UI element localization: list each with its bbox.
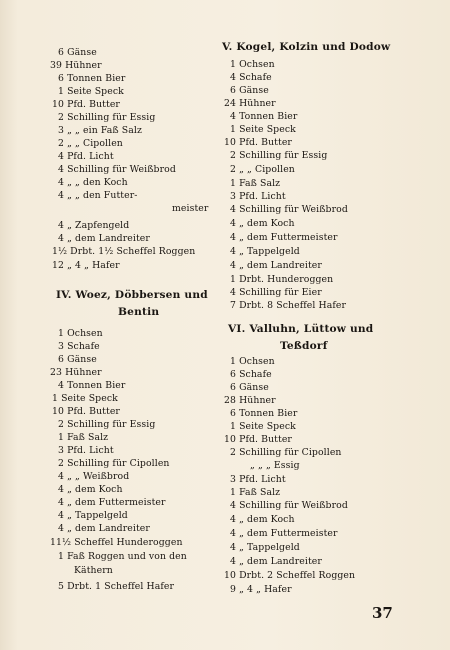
section-heading: Bentin	[118, 306, 160, 318]
list-item: 2 Schilling für Essig	[58, 112, 156, 123]
list-item: 4 „ dem Koch	[230, 218, 295, 229]
list-item: 6 Gänse	[230, 85, 269, 96]
section-heading: V. Kogel, Kolzin und Dodow	[222, 41, 391, 53]
list-item: 1 Drbt. Hunderoggen	[230, 274, 334, 285]
list-item: 2 Schilling für Essig	[58, 419, 156, 430]
list-item: 4 Schafe	[230, 72, 272, 83]
list-item: 4 „ dem Landreiter	[58, 523, 150, 534]
list-item: 4 „ dem Landreiter	[230, 260, 322, 271]
list-item: 1 Faß Salz	[230, 178, 281, 189]
list-item: 6 Tonnen Bier	[58, 73, 126, 84]
list-item: 6 Gänse	[230, 382, 269, 393]
list-item: 24 Hühner	[224, 98, 276, 109]
list-item: 6 Gänse	[58, 354, 97, 365]
list-item: 4 „ dem Futtermeister	[230, 528, 338, 539]
list-item: 4 „ Tappelgeld	[230, 542, 300, 553]
list-item: 10 Drbt. 2 Scheffel Roggen	[224, 570, 356, 581]
list-item: 1 Seite Speck	[52, 393, 118, 404]
list-item: 11½ Scheffel Hunderoggen	[50, 537, 183, 548]
list-item: 1½ Drbt. 1½ Scheffel Roggen	[52, 246, 196, 257]
list-item: 1 Faß Salz	[230, 487, 281, 498]
list-item: 4 „ „ den Koch	[58, 177, 128, 188]
list-item: 5 Drbt. 1 Scheffel Hafer	[58, 581, 175, 592]
list-item: 1 Ochsen	[230, 59, 275, 70]
list-item: 9 „ 4 „ Hafer	[230, 584, 292, 595]
list-item: 4 „ dem Koch	[230, 514, 295, 525]
list-item: 7 Drbt. 8 Scheffel Hafer	[230, 300, 347, 311]
list-item: 4 „ „ den Futter-	[58, 190, 138, 201]
list-item: 3 Schafe	[58, 341, 100, 352]
section-heading: VI. Valluhn, Lüttow und	[228, 323, 374, 335]
list-item: 4 „ Tappelgeld	[230, 246, 300, 257]
list-item: 2 Schilling für Cipollen	[58, 458, 170, 469]
list-item: 23 Hühner	[50, 367, 102, 378]
list-item: 2 Schilling für Essig	[230, 150, 328, 161]
list-item: 1 Seite Speck	[230, 421, 296, 432]
list-item: 10 Pfd. Butter	[224, 137, 292, 148]
list-item: 2 „ „ Cipollen	[230, 164, 295, 175]
list-item: 4 Tonnen Bier	[230, 111, 298, 122]
list-item: 4 „ dem Koch	[58, 484, 123, 495]
list-item: 10 Pfd. Butter	[224, 434, 292, 445]
list-item: 1 Seite Speck	[230, 124, 296, 135]
list-item: „ „ „ Essig	[250, 460, 300, 471]
list-item: 4 Schilling für Weißbrod	[230, 204, 348, 215]
list-item: 10 Pfd. Butter	[52, 406, 120, 417]
list-item: 3 „ „ ein Faß Salz	[58, 125, 142, 136]
list-item: 2 „ „ Cipollen	[58, 138, 123, 149]
list-item: 4 „ Tappelgeld	[58, 510, 128, 521]
list-item: Käthern	[74, 565, 113, 576]
list-item: 1 Faß Roggen und von den	[58, 551, 187, 562]
list-item: 2 Schilling für Cipollen	[230, 447, 342, 458]
list-item: 39 Hühner	[50, 60, 102, 71]
list-item: 4 „ dem Futtermeister	[58, 497, 166, 508]
list-item: 12 „ 4 „ Hafer	[52, 260, 120, 271]
list-item: 6 Schafe	[230, 369, 272, 380]
list-item: 1 Ochsen	[230, 356, 275, 367]
list-item: 4 „ dem Futtermeister	[230, 232, 338, 243]
section-heading: IV. Woez, Döbbersen und	[56, 289, 208, 301]
list-item: meister	[172, 203, 209, 214]
list-item: 4 „ dem Landreiter	[58, 233, 150, 244]
list-item: 4 Schilling für Eier	[230, 287, 322, 298]
list-item: 4 Schilling für Weißbrod	[58, 164, 176, 175]
list-item: 4 „ dem Landreiter	[230, 556, 322, 567]
list-item: 4 Tonnen Bier	[58, 380, 126, 391]
list-item: 10 Pfd. Butter	[52, 99, 120, 110]
list-item: 1 Faß Salz	[58, 432, 109, 443]
list-item: 4 Schilling für Weißbrod	[230, 500, 348, 511]
section-heading: Teßdorf	[280, 340, 328, 352]
list-item: 4 „ „ Weißbrod	[58, 471, 130, 482]
list-item: 3 Pfd. Licht	[230, 191, 286, 202]
list-item: 1 Ochsen	[58, 328, 103, 339]
list-item: 4 „ Zapfengeld	[58, 220, 130, 231]
list-item: 4 Pfd. Licht	[58, 151, 114, 162]
list-item: 28 Hühner	[224, 395, 276, 406]
list-item: 1 Seite Speck	[58, 86, 124, 97]
page-number: 37	[372, 604, 393, 622]
list-item: 3 Pfd. Licht	[230, 474, 286, 485]
list-item: 3 Pfd. Licht	[58, 445, 114, 456]
list-item: 6 Tonnen Bier	[230, 408, 298, 419]
list-item: 6 Gänse	[58, 47, 97, 58]
